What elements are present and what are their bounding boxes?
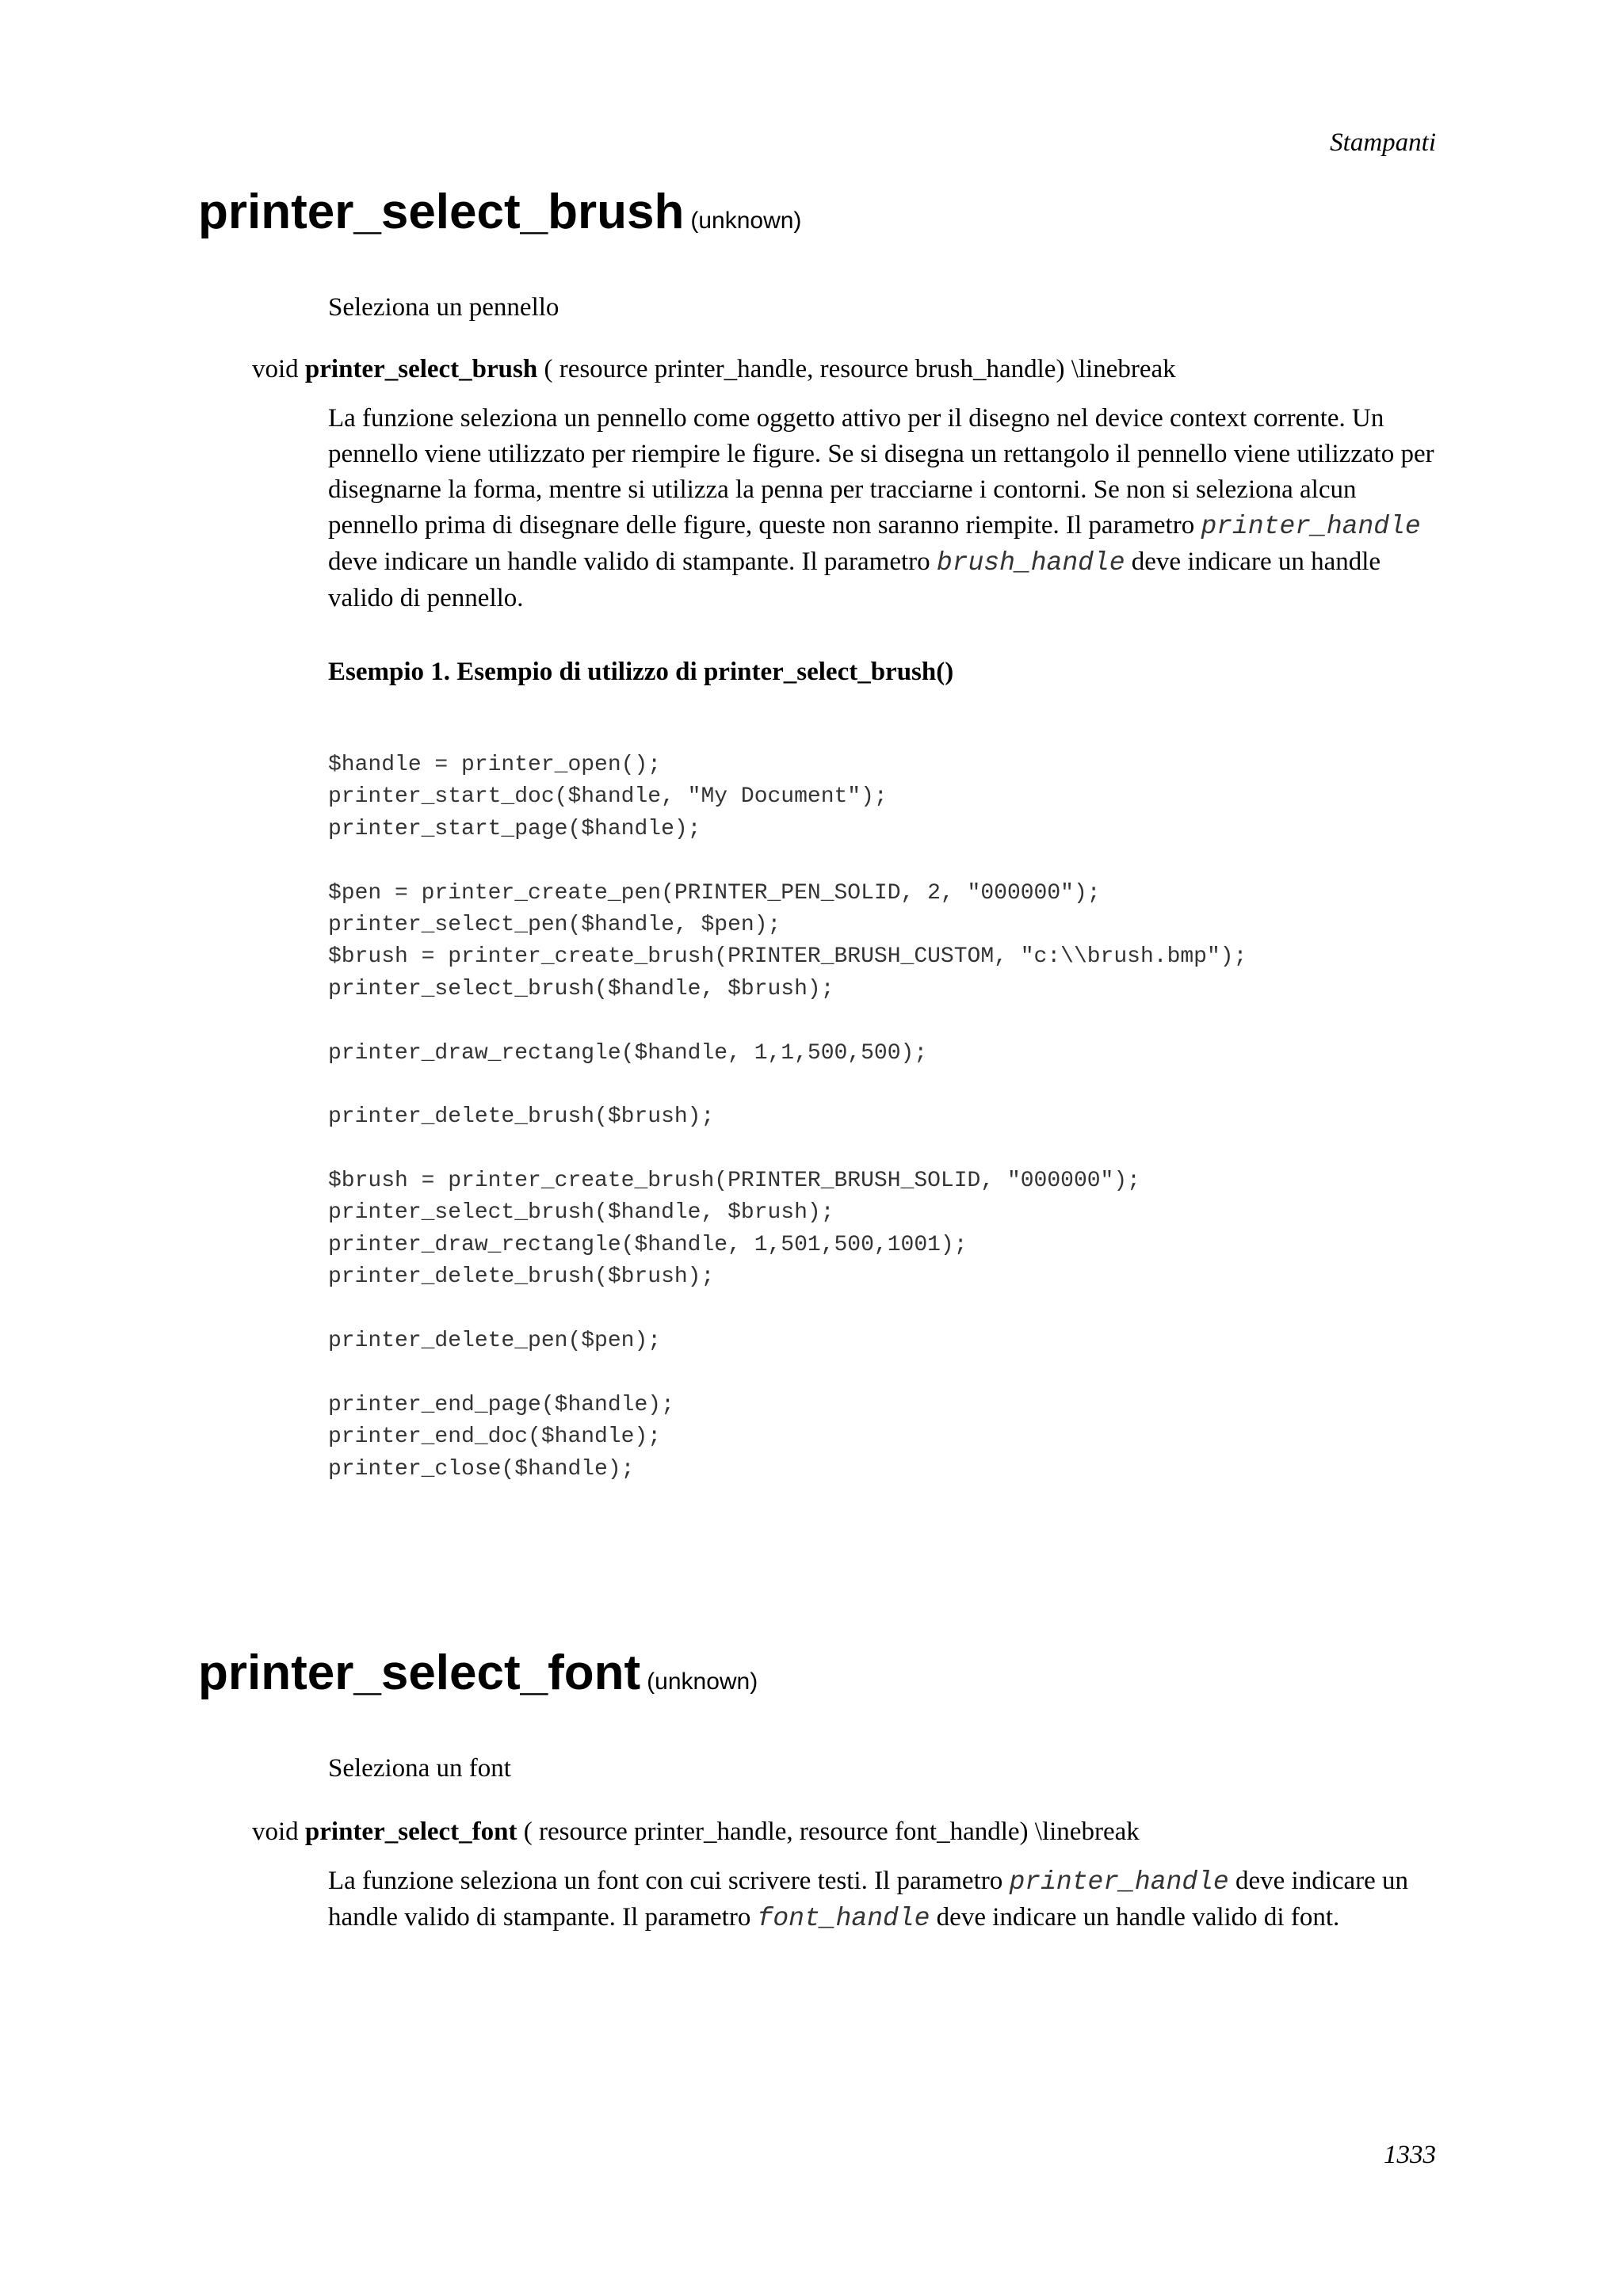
function-purpose: Seleziona un font <box>328 1754 511 1783</box>
function-name: printer_select_brush <box>198 185 685 239</box>
code-line: printer_end_doc($handle); <box>328 1425 662 1450</box>
synopsis-function-name: printer_select_font <box>304 1817 517 1846</box>
return-type: void <box>252 1817 299 1846</box>
code-line: printer_delete_brush($brush); <box>328 1264 715 1290</box>
page-number: 1333 <box>1384 2141 1436 2169</box>
code-line: printer_end_page($handle); <box>328 1392 674 1417</box>
code-line <box>328 1134 1247 1165</box>
description-text: deve indicare un handle valido di pennello. <box>328 547 1381 612</box>
code-line: printer_delete_brush($brush); <box>328 1104 715 1130</box>
entry-title-printer-select-brush <box>198 184 801 241</box>
code-line <box>328 1005 1247 1037</box>
param-font-handle: font_handle <box>757 1904 930 1933</box>
code-line <box>328 1294 1247 1325</box>
code-line: printer_draw_rectangle($handle, 1,1,500,500); <box>328 1040 928 1066</box>
description-text: deve indicare un handle valido di stampante. Il parametro <box>328 547 937 576</box>
description-text: La funzione seleziona un pennello come oggetto attivo per il disegno nel device context corrente. Un pennello viene utilizzato per riempire le figure. Se si disegna un rettangolo il pennello viene utilizzato per disegnarne la forma, mentre si utilizza la penna per tracciarne i contorni. Se non si seleziona alcun pennello prima di disegnare delle figure, queste non saranno riempite. Il parametro <box>328 404 1434 540</box>
function-description <box>328 1863 1438 1936</box>
code-line: printer_close($handle); <box>328 1456 635 1482</box>
description-text: deve indicare un handle valido di font. <box>930 1903 1340 1932</box>
code-line: $pen = printer_create_pen(PRINTER_PEN_SOLID, 2, "000000"); <box>328 880 1101 906</box>
code-line <box>328 1070 1247 1101</box>
param-brush-handle: brush_handle <box>936 548 1125 578</box>
function-synopsis <box>252 352 1176 387</box>
return-type: void <box>252 355 299 383</box>
description-text: La funzione seleziona un font con cui scrivere testi. Il parametro <box>328 1867 1010 1895</box>
description-text: deve indicare un handle valido di stampante. Il parametro <box>328 1867 1409 1932</box>
function-synopsis <box>252 1814 1140 1849</box>
code-line: printer_draw_rectangle($handle, 1,501,500,1001); <box>328 1232 968 1257</box>
synopsis-params: ( resource printer_handle, resource font_handle) \linebreak <box>523 1817 1140 1846</box>
param-printer-handle: printer_handle <box>1201 512 1421 541</box>
code-line: printer_select_brush($handle, $brush); <box>328 1200 834 1226</box>
code-line: printer_start_doc($handle, "My Document"); <box>328 784 888 810</box>
code-example <box>328 749 1247 1486</box>
synopsis-params: ( resource printer_handle, resource brush_handle) \linebreak <box>544 355 1176 383</box>
code-line: printer_select_pen($handle, $pen); <box>328 912 781 937</box>
code-line: $brush = printer_create_brush(PRINTER_BRUSH_CUSTOM, "c:\\brush.bmp"); <box>328 944 1247 970</box>
code-line <box>328 1357 1247 1389</box>
function-description <box>328 401 1438 616</box>
code-line: $brush = printer_create_brush(PRINTER_BRUSH_SOLID, "000000"); <box>328 1169 1140 1194</box>
function-name: printer_select_font <box>198 1646 641 1700</box>
param-printer-handle: printer_handle <box>1009 1867 1229 1897</box>
code-line: $handle = printer_open(); <box>328 753 662 777</box>
code-line: printer_start_page($handle); <box>328 816 701 841</box>
function-purpose: Seleziona un pennello <box>328 293 559 322</box>
code-line: printer_select_brush($handle, $brush); <box>328 976 834 1001</box>
running-header: Stampanti <box>1330 128 1436 157</box>
entry-title-printer-select-font <box>198 1645 758 1702</box>
code-line: printer_delete_pen($pen); <box>328 1329 662 1354</box>
function-version: (unknown) <box>690 208 802 234</box>
example-title: Esempio 1. Esempio di utilizzo di printer_select_brush() <box>328 658 954 686</box>
synopsis-function-name: printer_select_brush <box>304 355 538 383</box>
function-version: (unknown) <box>647 1669 758 1695</box>
code-line <box>328 845 1247 877</box>
